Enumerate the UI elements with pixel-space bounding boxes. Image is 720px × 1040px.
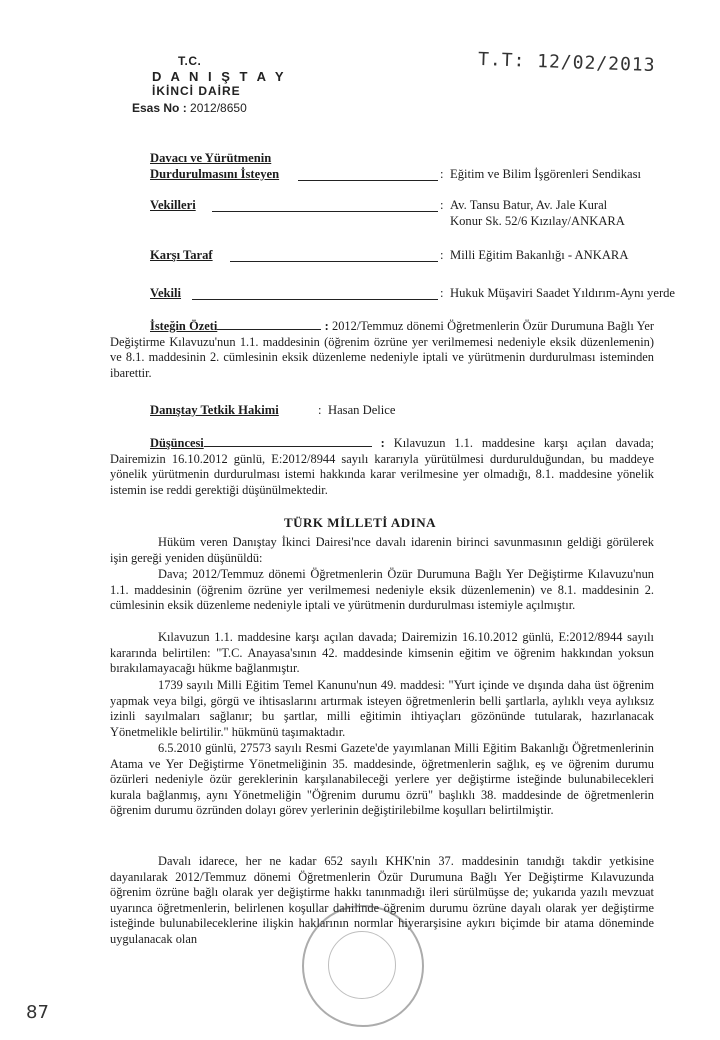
davaci-value: Eğitim ve Bilim İşgörenleri Sendikası xyxy=(450,167,641,181)
dusuncesi-text: Kılavuzun 1.1. maddesine karşı açılan davada; Dairemizin 16.10.2012 günlü, E:2012/8944 sayılı kararıyla yürütülmesi durdurulduğundan, bu maddeye yönelik yürütmenin durdurulması istemi hakkında karar verilmesine yer olmadığı, 8.1. maddesine yönelik istemin ise reddi gerektiği düşünülmektedir. xyxy=(110,436,654,497)
handwritten-date: T.T: 12/02/2013 xyxy=(477,48,656,77)
court-name: D A N I Ş T A Y xyxy=(152,69,287,84)
chamber-name: İKİNCİ DAİRE xyxy=(152,84,241,98)
istegin-ozeti-label: İsteğin Özeti xyxy=(150,319,218,333)
body-paragraph: Kılavuzun 1.1. maddesine karşı açılan davada; Dairemizin 16.10.2012 günlü, E:2012/8944 sayılı kararında belirtilen: "T.C. Anayasa'sının 42. maddesinde kimsenin eğitim ve öğrenim hakkından yoksun bırakılamayacağı hükme bağlanmıştır. xyxy=(110,630,654,676)
body-paragraph: Dava; 2012/Temmuz dönemi Öğretmenlerin Özür Durumuna Bağlı Yer Değiştirme Kılavuzu'nun 1.1. maddesinin (öğrenim özrüne yer verilmemesi nedeniyle eksik düzenlemenin) ve 8.1. maddesinin 2. cümlesinin eksik düzenleme nedeniyle iptali ve yürütmenin durdurulması istemiyle açılmıştır. xyxy=(110,567,654,613)
tc-label: T.C. xyxy=(178,54,202,68)
vekili-label: Vekili xyxy=(150,286,182,300)
vekilleri-value-1: Av. Tansu Batur, Av. Jale Kural xyxy=(450,198,608,212)
body-paragraph: 1739 sayılı Milli Eğitim Temel Kanunu'nun 49. maddesi: "Yurt içinde ve dışında daha üst öğrenim yapmak veya bilgi, görgü ve ihtisaslarını artırmak isteyen öğretmenlerin belli şartlarla, aylıklı veya aylıksız izinli sayılmaları sağlanır; bu şartlar, milli eğitimin ihtiyaçları gözönünde tutularak, hazırlanacak Yönetmelikle belirtilir." hükmünü taşımaktadır. xyxy=(110,678,654,739)
karsi-label: Karşı Taraf xyxy=(150,248,213,262)
body-paragraph: 6.5.2010 günlü, 27573 sayılı Resmi Gazete'de yayımlanan Milli Eğitim Bakanlığı Öğretmenlerinin Atama ve Yer Değiştirme Yönetmeliğinin 35. maddesinde, öğretmenlerin sağlık, eş ve öğrenim durumu özürleri nedeniyle özür gereklerinin karşılanabileceği yerlere yer değiştirme isteğinde bulunabilecekleri kurala bağlanmış, aynı Yönetmeliğin "Öğrenim durumu özrü" başlıklı 38. maddesinde de öğretmenlerin öğrenim durumu özründen dolayı görev yerlerinin değiştirilebilme koşulları belirtilmiştir. xyxy=(110,741,654,818)
section-title: TÜRK MİLLETİ ADINA xyxy=(283,515,437,530)
istegin-ozeti-text: 2012/Temmuz dönemi Öğretmenlerin Özür Durumuna Bağlı Yer Değiştirme Kılavuzu'nun 1.1. maddesinin (öğrenim özrüne yer verilmemesi nedeniyle eksik düzenlemenin) ve 8.1. maddesinin 2. cümlesinin eksik düzenleme nedeniyle iptali ve yürütmenin durdurulması isteminden ibarettir. xyxy=(110,319,654,380)
ozet-rule xyxy=(217,319,321,330)
tetkik-label: Danıştay Tetkik Hakimi xyxy=(150,403,279,417)
body-paragraph: Davalı idarece, her ne kadar 652 sayılı KHK'nin 37. maddesinin tanıdığı takdir yetkisine dayanılarak 2012/Temmuz dönemi Öğretmenlerin Özür Durumuna Bağlı Yer Değiştirme Kılavuzunda öğrenim özrüne bağlı olarak yer değiştirme hakkı tanınmadığı ileri sürülmüşse de; yukarıda yazılı mevzuat uyarınca öğretmenlerin, belirlenen koşullar dahilinde öğrenim durumu özrüne dayalı olarak yer değiştirme isteğinde bulunabileceklerine ilişkin haklarının normlar hiyerarşisine aykırı biçimde bir atama döneminde uygulanacak olan xyxy=(110,854,654,946)
tetkik-hakimi-row xyxy=(150,402,670,420)
court-header xyxy=(132,54,287,116)
handwritten-page-mark: 87 xyxy=(26,1002,49,1023)
vekili-rule xyxy=(192,286,438,300)
party-vekilleri xyxy=(150,197,670,231)
party-karsi-taraf xyxy=(150,247,670,265)
body-paragraph: Hüküm veren Danıştay İkinci Dairesi'nce davalı idarenin birinci savunmasının geldiği görülerek işin gereği yeniden düşünüldü: xyxy=(110,535,654,565)
party-davaci xyxy=(150,150,670,184)
esas-no xyxy=(132,100,287,116)
istegin-ozeti-section: İsteğin Özeti : 2012/Temmuz dönemi Öğretmenlerin Özür Durumuna Bağlı Yer Değiştirme Kılavuzu'nun 1.1. maddesinin (öğrenim özrüne yer verilmemesi nedeniyle eksik düzenlemenin) ve 8.1. maddesinin 2. cümlesinin eksik düzenleme nedeniyle iptali ve yürütmenin durdurulması isteminden ibarettir. xyxy=(110,319,654,380)
dusuncesi-rule xyxy=(204,436,372,447)
colon: : xyxy=(318,403,322,417)
colon: : xyxy=(440,198,444,212)
dusuncesi-section: Düşüncesi : Kılavuzun 1.1. maddesine karşı açılan davada; Dairemizin 16.10.2012 günlü, E:2012/8944 sayılı kararıyla yürütülmesi durdurulduğundan, bu maddeye yönelik yürütmenin durdurulması istemi hakkında karar verilmesine yer olmadığı, 8.1. maddesine yönelik istemin ise reddi gerektiği düşünülmektedir. xyxy=(110,436,654,497)
colon: : xyxy=(440,248,444,262)
davaci-label-2: Durdurulmasını İsteyen xyxy=(150,167,280,181)
tetkik-value: Hasan Delice xyxy=(328,403,396,417)
esas-number: 2012/8650 xyxy=(190,101,247,115)
esas-label: Esas No : xyxy=(132,101,187,115)
davaci-rule xyxy=(298,167,438,181)
karsi-value: Milli Eğitim Bakanlığı - ANKARA xyxy=(450,248,629,262)
davaci-label-1: Davacı ve Yürütmenin xyxy=(150,151,272,165)
colon: : xyxy=(440,286,444,300)
vekilleri-label: Vekilleri xyxy=(150,198,196,212)
dusuncesi-label: Düşüncesi xyxy=(150,436,204,450)
karsi-rule xyxy=(230,248,438,262)
vekilleri-value-2: Konur Sk. 52/6 Kızılay/ANKARA xyxy=(450,214,625,228)
colon: : xyxy=(440,167,444,181)
vekilleri-rule xyxy=(212,198,438,212)
party-vekili xyxy=(150,285,676,303)
vekili-value: Hukuk Müşaviri Saadet Yıldırım-Aynı yerde xyxy=(450,286,676,300)
